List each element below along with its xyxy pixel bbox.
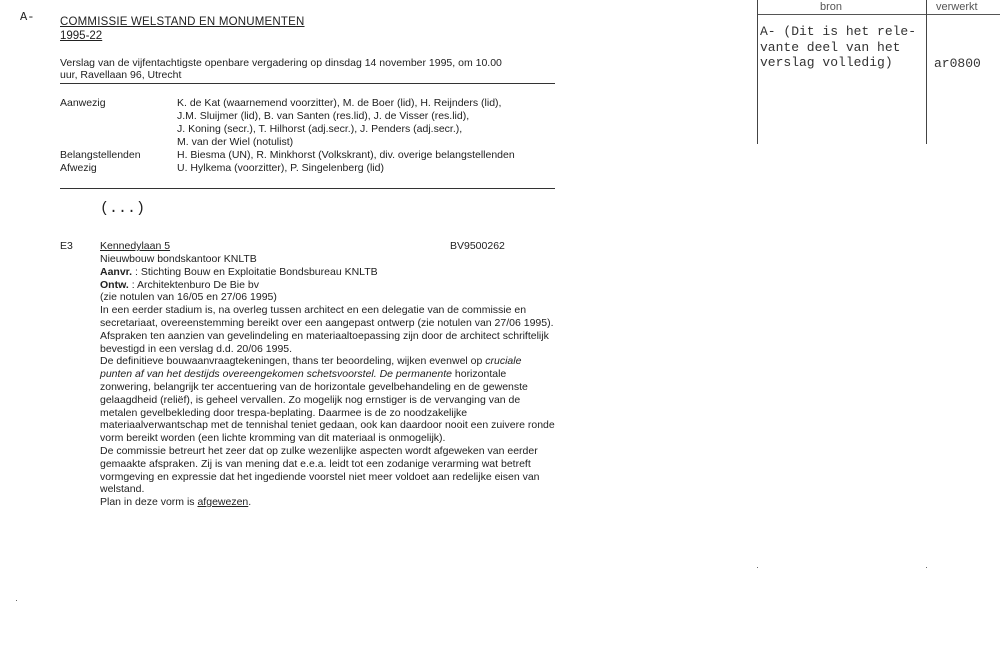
item-paragraph-3: De commissie betreurt het zeer dat op zulke wezenlijke aspecten wordt afgeweken van eerder gemaakte afspraken. Zij is van mening dat e.e.a. leidt tot een zodanige verarming wat betreft vormgeving en expressie dat het ingediende voorstel niet meer voldoet aan redelijke eisen van welstand. <box>100 444 540 496</box>
note-line: verslag volledig) <box>760 55 893 70</box>
side-table-header-line <box>757 14 1000 15</box>
item-body <box>100 253 555 509</box>
absent-value: U. Hylkema (voorzitter), P. Singelenberg (lid) <box>177 162 384 174</box>
note-line: vante deel van het <box>760 39 901 55</box>
designer-value: : Architektenburo De Bie bv <box>131 278 259 291</box>
item-notes-ref: (zie notulen van 16/05 en 27/06 1995) <box>100 291 277 304</box>
paragraph-2-part-c: horizontale zonwering, belangrijk ter accentuering van de horizontale gevelbehandeling en de gewenste gelaagdheid (reliëf), is geheel vervallen. Zo mogelijk nog ernstiger is de vervanging van de metalen gevelbekleding door trespa-beplating. Daarmee is de zo noodzakelijke materiaalverwantschap met de tennishal teniet gedaan, ook kan daardoor nooit een zuivere ronde vorm bereikt worden (een lichte kromming van dit materiaal is onmogelijk). <box>100 368 555 445</box>
item-applicant <box>100 266 555 279</box>
applicant-value: : Stichting Bouw en Exploitatie Bondsbureau KNLTB <box>135 265 378 278</box>
item-address: Kennedylaan 5 <box>100 240 171 252</box>
verdict-suffix: . <box>248 496 252 509</box>
scan-speck <box>926 567 927 568</box>
item-verdict <box>100 496 555 509</box>
present-line: K. de Kat (waarnemend voorzitter), M. de Boer (lid), H. Reijnders (lid), <box>177 97 502 109</box>
scan-speck <box>16 600 17 601</box>
present-label: Aanwezig <box>60 97 106 109</box>
omission-ellipsis: (...) <box>100 200 146 217</box>
interested-value: H. Biesma (UN), R. Minkhorst (Volkskrant), div. overige belangstellenden <box>177 149 515 161</box>
side-table-left-border <box>757 0 758 144</box>
paragraph-2-part-b: cruciale punten af van het destijds overeengekomen schetsvoorstel. De permanente <box>100 355 522 381</box>
attendance-divider <box>60 188 555 189</box>
interested-label: Belangstellenden <box>60 149 141 161</box>
applicant-label: Aanvr. <box>100 265 133 278</box>
present-line: J. Koning (secr.), T. Hilhorst (adj.secr.), J. Penders (adj.secr.), <box>177 123 463 135</box>
side-table-note <box>760 24 916 71</box>
designer-label: Ontw. <box>100 278 129 291</box>
item-file-number: BV9500262 <box>450 240 505 252</box>
document-year: 1995-22 <box>60 30 103 42</box>
item-paragraph-1: In een eerder stadium is, na overleg tussen architect en een delegatie van de commissie en secretariaat, overeenstemming bereikt over een aangepast ontwerp (zie notulen van 27/06 1995). Afspraken ten aanzien van gevelindeling en materiaaltoepassing zijn door de architect schriftelijk bevestigd in een verslag d.d. 20/06 1995. <box>100 304 554 355</box>
header-divider <box>60 83 555 84</box>
note-line: A- (Dit is het rele- <box>760 24 917 39</box>
report-line-1: Verslag van de vijfentachtigste openbare vergadering op dinsdag 14 november 1995, om 10.00 <box>60 57 502 69</box>
present-line: M. van der Wiel (notulist) <box>177 136 294 148</box>
item-designer <box>100 279 555 292</box>
document-title: COMMISSIE WELSTAND EN MONUMENTEN <box>60 16 305 28</box>
absent-label: Afwezig <box>60 162 97 174</box>
column-processed-header: verwerkt <box>936 1 978 13</box>
side-table-column-divider <box>926 0 927 144</box>
scan-speck <box>757 567 758 568</box>
paragraph-2-part-a: De definitieve bouwaanvraagtekeningen, thans ter beoordeling, wijken evenwel op <box>100 355 486 368</box>
column-source-header: bron <box>820 1 843 13</box>
side-table-code: ar0800 <box>934 56 981 71</box>
report-line-2: uur, Ravellaan 96, Utrecht <box>60 69 182 81</box>
item-code: E3 <box>60 240 73 252</box>
item-paragraph-2 <box>100 355 555 445</box>
margin-mark: A- <box>20 10 35 24</box>
present-line: J.M. Sluijmer (lid), B. van Santen (res.lid), J. de Visser (res.lid), <box>177 110 470 122</box>
verdict-word: afgewezen <box>197 496 249 509</box>
item-subject: Nieuwbouw bondskantoor KNLTB <box>100 253 257 265</box>
verdict-prefix: Plan in deze vorm is <box>100 496 198 509</box>
